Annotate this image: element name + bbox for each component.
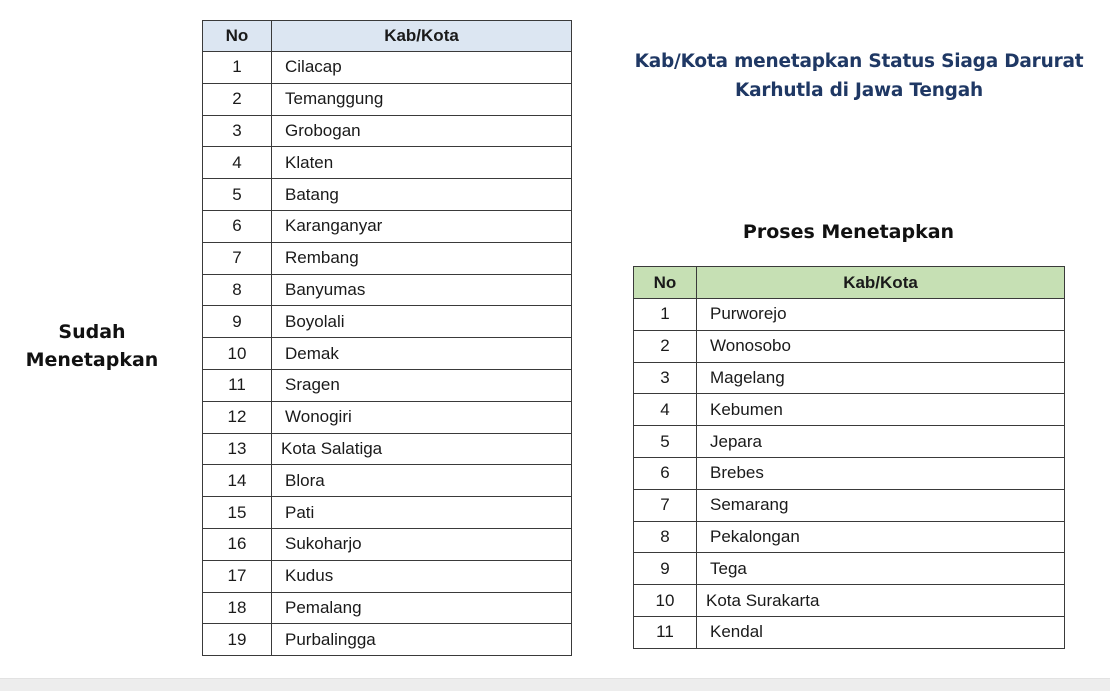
kab-kota-name: Cilacap (272, 52, 572, 84)
kab-kota-name: Kota Surakarta (697, 585, 1065, 617)
column-header-kab-kota: Kab/Kota (272, 21, 572, 52)
table-row (634, 362, 1065, 394)
row-number: 9 (203, 306, 272, 338)
kab-kota-name: Tega (697, 553, 1065, 585)
proses-menetapkan-label: Proses Menetapkan (742, 221, 955, 243)
kab-kota-name: Banyumas (272, 274, 572, 306)
kab-kota-name: Purbalingga (272, 624, 572, 656)
row-number: 19 (203, 624, 272, 656)
table-row (203, 147, 572, 179)
row-number: 1 (634, 299, 697, 331)
table-row (203, 465, 572, 497)
table-header-row (203, 21, 572, 52)
row-number: 17 (203, 560, 272, 592)
table-row (634, 521, 1065, 553)
kab-kota-name: Karanganyar (272, 210, 572, 242)
row-number: 4 (634, 394, 697, 426)
row-number: 14 (203, 465, 272, 497)
column-header-kab-kota: Kab/Kota (697, 267, 1065, 299)
page-title (620, 47, 1098, 105)
table-row (203, 624, 572, 656)
kab-kota-name: Boyolali (272, 306, 572, 338)
table-row (203, 433, 572, 465)
kab-kota-name: Pemalang (272, 592, 572, 624)
table-row (634, 394, 1065, 426)
row-number: 6 (634, 457, 697, 489)
kab-kota-name: Blora (272, 465, 572, 497)
kab-kota-name: Kendal (697, 616, 1065, 648)
kab-kota-name: Batang (272, 179, 572, 211)
row-number: 7 (203, 242, 272, 274)
table-row (203, 528, 572, 560)
kab-kota-name: Magelang (697, 362, 1065, 394)
kab-kota-name: Sragen (272, 369, 572, 401)
kab-kota-name: Sukoharjo (272, 528, 572, 560)
kab-kota-name: Semarang (697, 489, 1065, 521)
table-row (634, 489, 1065, 521)
kab-kota-name: Pekalongan (697, 521, 1065, 553)
table-header-row (634, 267, 1065, 299)
table-row (634, 330, 1065, 362)
title-line2: Karhutla di Jawa Tengah (735, 80, 983, 101)
table-row (203, 306, 572, 338)
table-row (634, 299, 1065, 331)
table-row (203, 274, 572, 306)
table-row (203, 179, 572, 211)
row-number: 13 (203, 433, 272, 465)
row-number: 1 (203, 52, 272, 84)
row-number: 6 (203, 210, 272, 242)
kab-kota-name: Kudus (272, 560, 572, 592)
table-row (634, 457, 1065, 489)
table-row (203, 210, 572, 242)
row-number: 4 (203, 147, 272, 179)
kab-kota-name: Purworejo (697, 299, 1065, 331)
kab-kota-name: Wonosobo (697, 330, 1065, 362)
row-number: 2 (203, 83, 272, 115)
row-number: 12 (203, 401, 272, 433)
kab-kota-name: Rembang (272, 242, 572, 274)
column-header-no: No (203, 21, 272, 52)
row-number: 5 (634, 426, 697, 458)
row-number: 11 (634, 616, 697, 648)
row-number: 15 (203, 497, 272, 529)
table-row (203, 369, 572, 401)
row-number: 5 (203, 179, 272, 211)
row-number: 2 (634, 330, 697, 362)
proses-menetapkan-table (633, 266, 1065, 649)
kab-kota-name: Klaten (272, 147, 572, 179)
table-row (634, 426, 1065, 458)
sudah-label-line2: Menetapkan (25, 349, 159, 371)
kab-kota-name: Pati (272, 497, 572, 529)
kab-kota-name: Kebumen (697, 394, 1065, 426)
column-header-no: No (634, 267, 697, 299)
row-number: 7 (634, 489, 697, 521)
table-row (634, 553, 1065, 585)
row-number: 10 (634, 585, 697, 617)
title-line1: Kab/Kota menetapkan Status Siaga Darurat (634, 51, 1084, 72)
table-row (203, 83, 572, 115)
row-number: 9 (634, 553, 697, 585)
kab-kota-name: Temanggung (272, 83, 572, 115)
row-number: 10 (203, 338, 272, 370)
bottom-bar (0, 678, 1110, 691)
table-row (203, 115, 572, 147)
kab-kota-name: Wonogiri (272, 401, 572, 433)
table-row (203, 560, 572, 592)
row-number: 8 (634, 521, 697, 553)
table-row (203, 242, 572, 274)
kab-kota-name: Demak (272, 338, 572, 370)
table-row (203, 401, 572, 433)
sudah-menetapkan-table (202, 20, 572, 656)
row-number: 3 (203, 115, 272, 147)
table-row (203, 338, 572, 370)
table-row (203, 52, 572, 84)
row-number: 18 (203, 592, 272, 624)
table-row (203, 592, 572, 624)
row-number: 11 (203, 369, 272, 401)
sudah-menetapkan-label (12, 318, 172, 374)
row-number: 8 (203, 274, 272, 306)
kab-kota-name: Brebes (697, 457, 1065, 489)
table-row (203, 497, 572, 529)
table-row (634, 585, 1065, 617)
kab-kota-name: Grobogan (272, 115, 572, 147)
kab-kota-name: Kota Salatiga (272, 433, 572, 465)
sudah-label-line1: Sudah (58, 321, 126, 343)
table-row (634, 616, 1065, 648)
row-number: 16 (203, 528, 272, 560)
row-number: 3 (634, 362, 697, 394)
kab-kota-name: Jepara (697, 426, 1065, 458)
